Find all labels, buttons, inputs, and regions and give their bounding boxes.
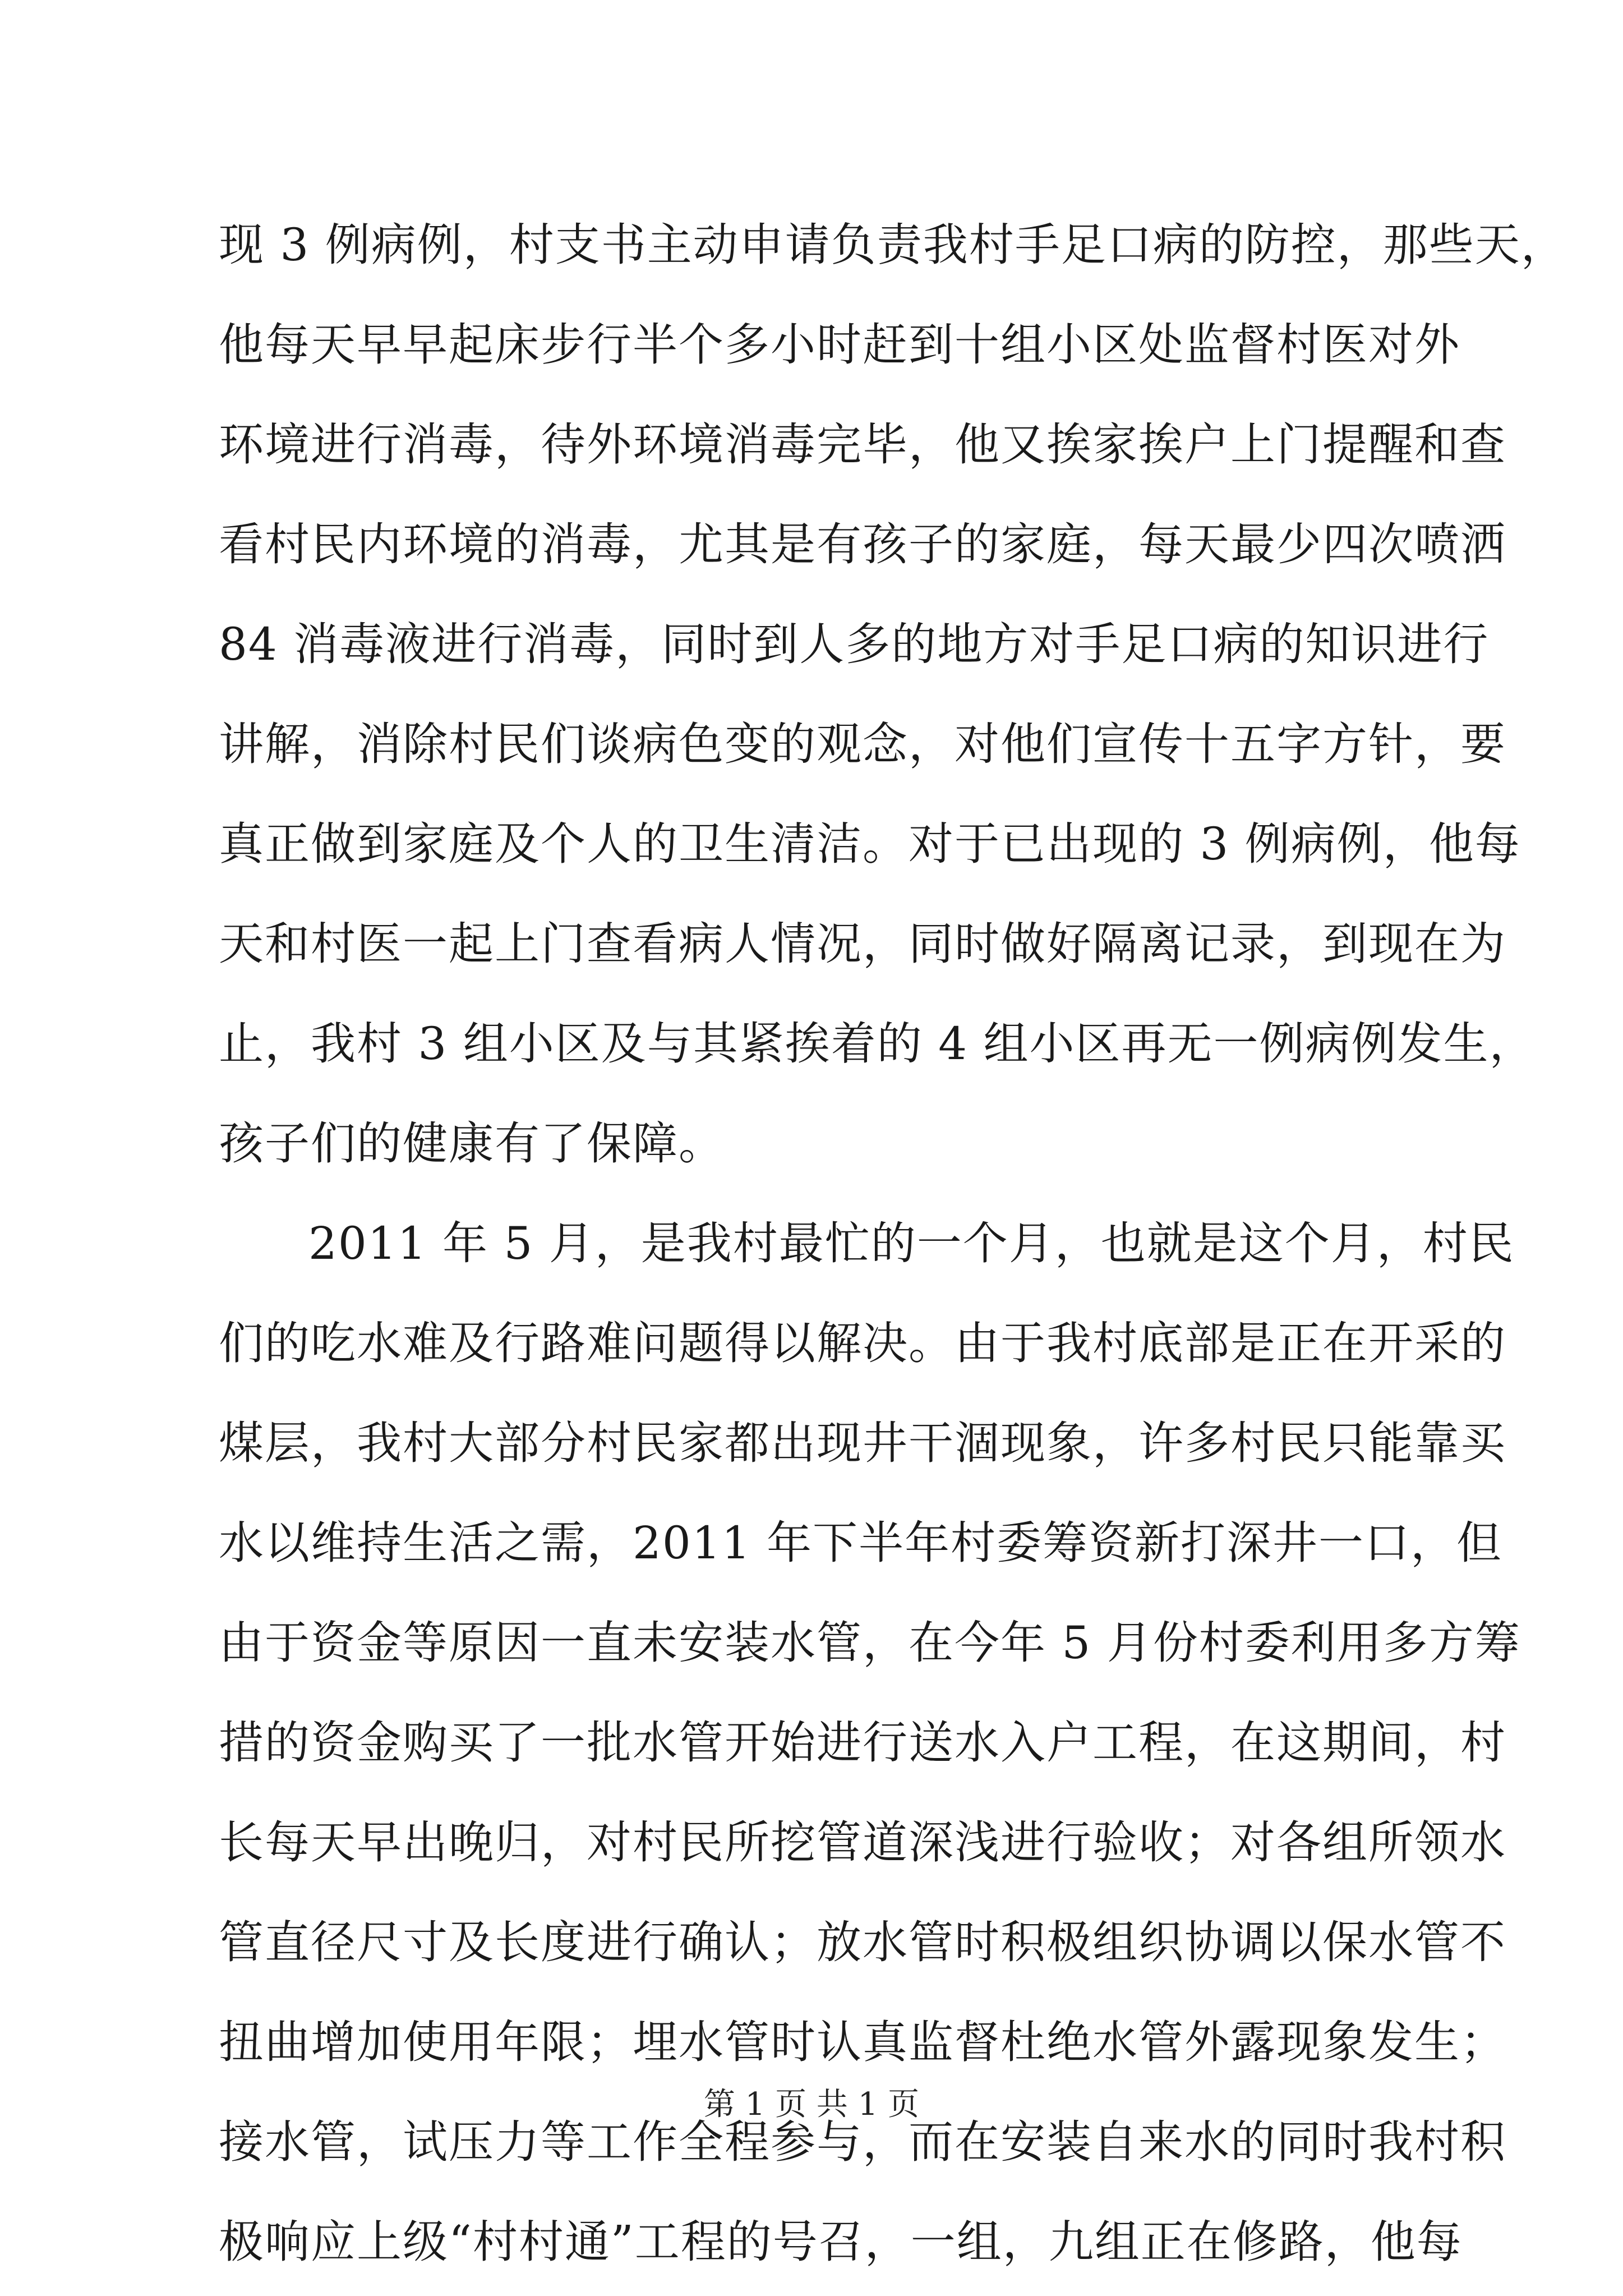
text-line: 措的资金购买了一批水管开始进行送水入户工程，在这期间，村: [219, 1717, 1506, 1769]
text-line: 他每天早早起床步行半个多小时赶到十组小区处监督村医对外: [219, 319, 1460, 371]
page-number-footer: 第 1 页 共 1 页: [703, 2086, 920, 2123]
paragraph-1: [219, 195, 1567, 1194]
text-line: 们的吃水难及行路难问题得以解决。由于我村底部是正在开采的: [219, 1317, 1506, 1369]
text-line: 84 消毒液进行消毒，同时到人多的地方对手足口病的知识进行: [219, 618, 1490, 670]
text-line: 孩子们的健康有了保障。: [219, 1117, 725, 1170]
text-line: 2011 年 5 月，是我村最忙的一个月，也就是这个月，村民: [308, 1217, 1515, 1269]
text-line: 由于资金等原因一直未安装水管，在今年 5 月份村委利用多方筹: [219, 1617, 1521, 1669]
text-line: 煤层，我村大部分村民家都出现井干涸现象，许多村民只能靠买: [219, 1417, 1506, 1469]
text-line: 环境进行消毒，待外环境消毒完毕，他又挨家挨户上门提醒和查: [219, 418, 1506, 471]
text-line: 止，我村 3 组小区及与其紧挨着的 4 组小区再无一例病例发生，: [219, 1018, 1536, 1070]
text-line: 讲解，消除村民们谈病色变的观念，对他们宣传十五字方针，要: [219, 718, 1506, 770]
text-line: 真正做到家庭及个人的卫生清洁。对于已出现的 3 例病例，他每: [219, 818, 1521, 870]
text-line: 天和村医一起上门查看病人情况，同时做好隔离记录，到现在为: [219, 918, 1506, 970]
body-text: [219, 195, 1567, 2292]
text-line: 扭曲增加使用年限；埋水管时认真监督杜绝水管外露现象发生；: [219, 2016, 1506, 2068]
text-line: 接水管，试压力等工作全程参与，而在安装自来水的同时我村积: [219, 2116, 1506, 2168]
text-line: 现 3 例病例，村支书主动申请负责我村手足口病的防控，那些天，: [219, 219, 1567, 271]
text-line: 看村民内环境的消毒，尤其是有孩子的家庭，每天最少四次喷洒: [219, 518, 1506, 570]
text-line: 极响应上级“村村通”工程的号召，一组，九组正在修路，他每: [219, 2216, 1463, 2268]
text-line: 长每天早出晚归，对村民所挖管道深浅进行验收；对各组所领水: [219, 1816, 1506, 1869]
text-line: 水以维持生活之需，2011 年下半年村委筹资新打深井一口，但: [219, 1517, 1503, 1569]
paragraph-2: [219, 1194, 1521, 2292]
text-line: 管直径尺寸及长度进行确认；放水管时积极组织协调以保水管不: [219, 1916, 1506, 1968]
